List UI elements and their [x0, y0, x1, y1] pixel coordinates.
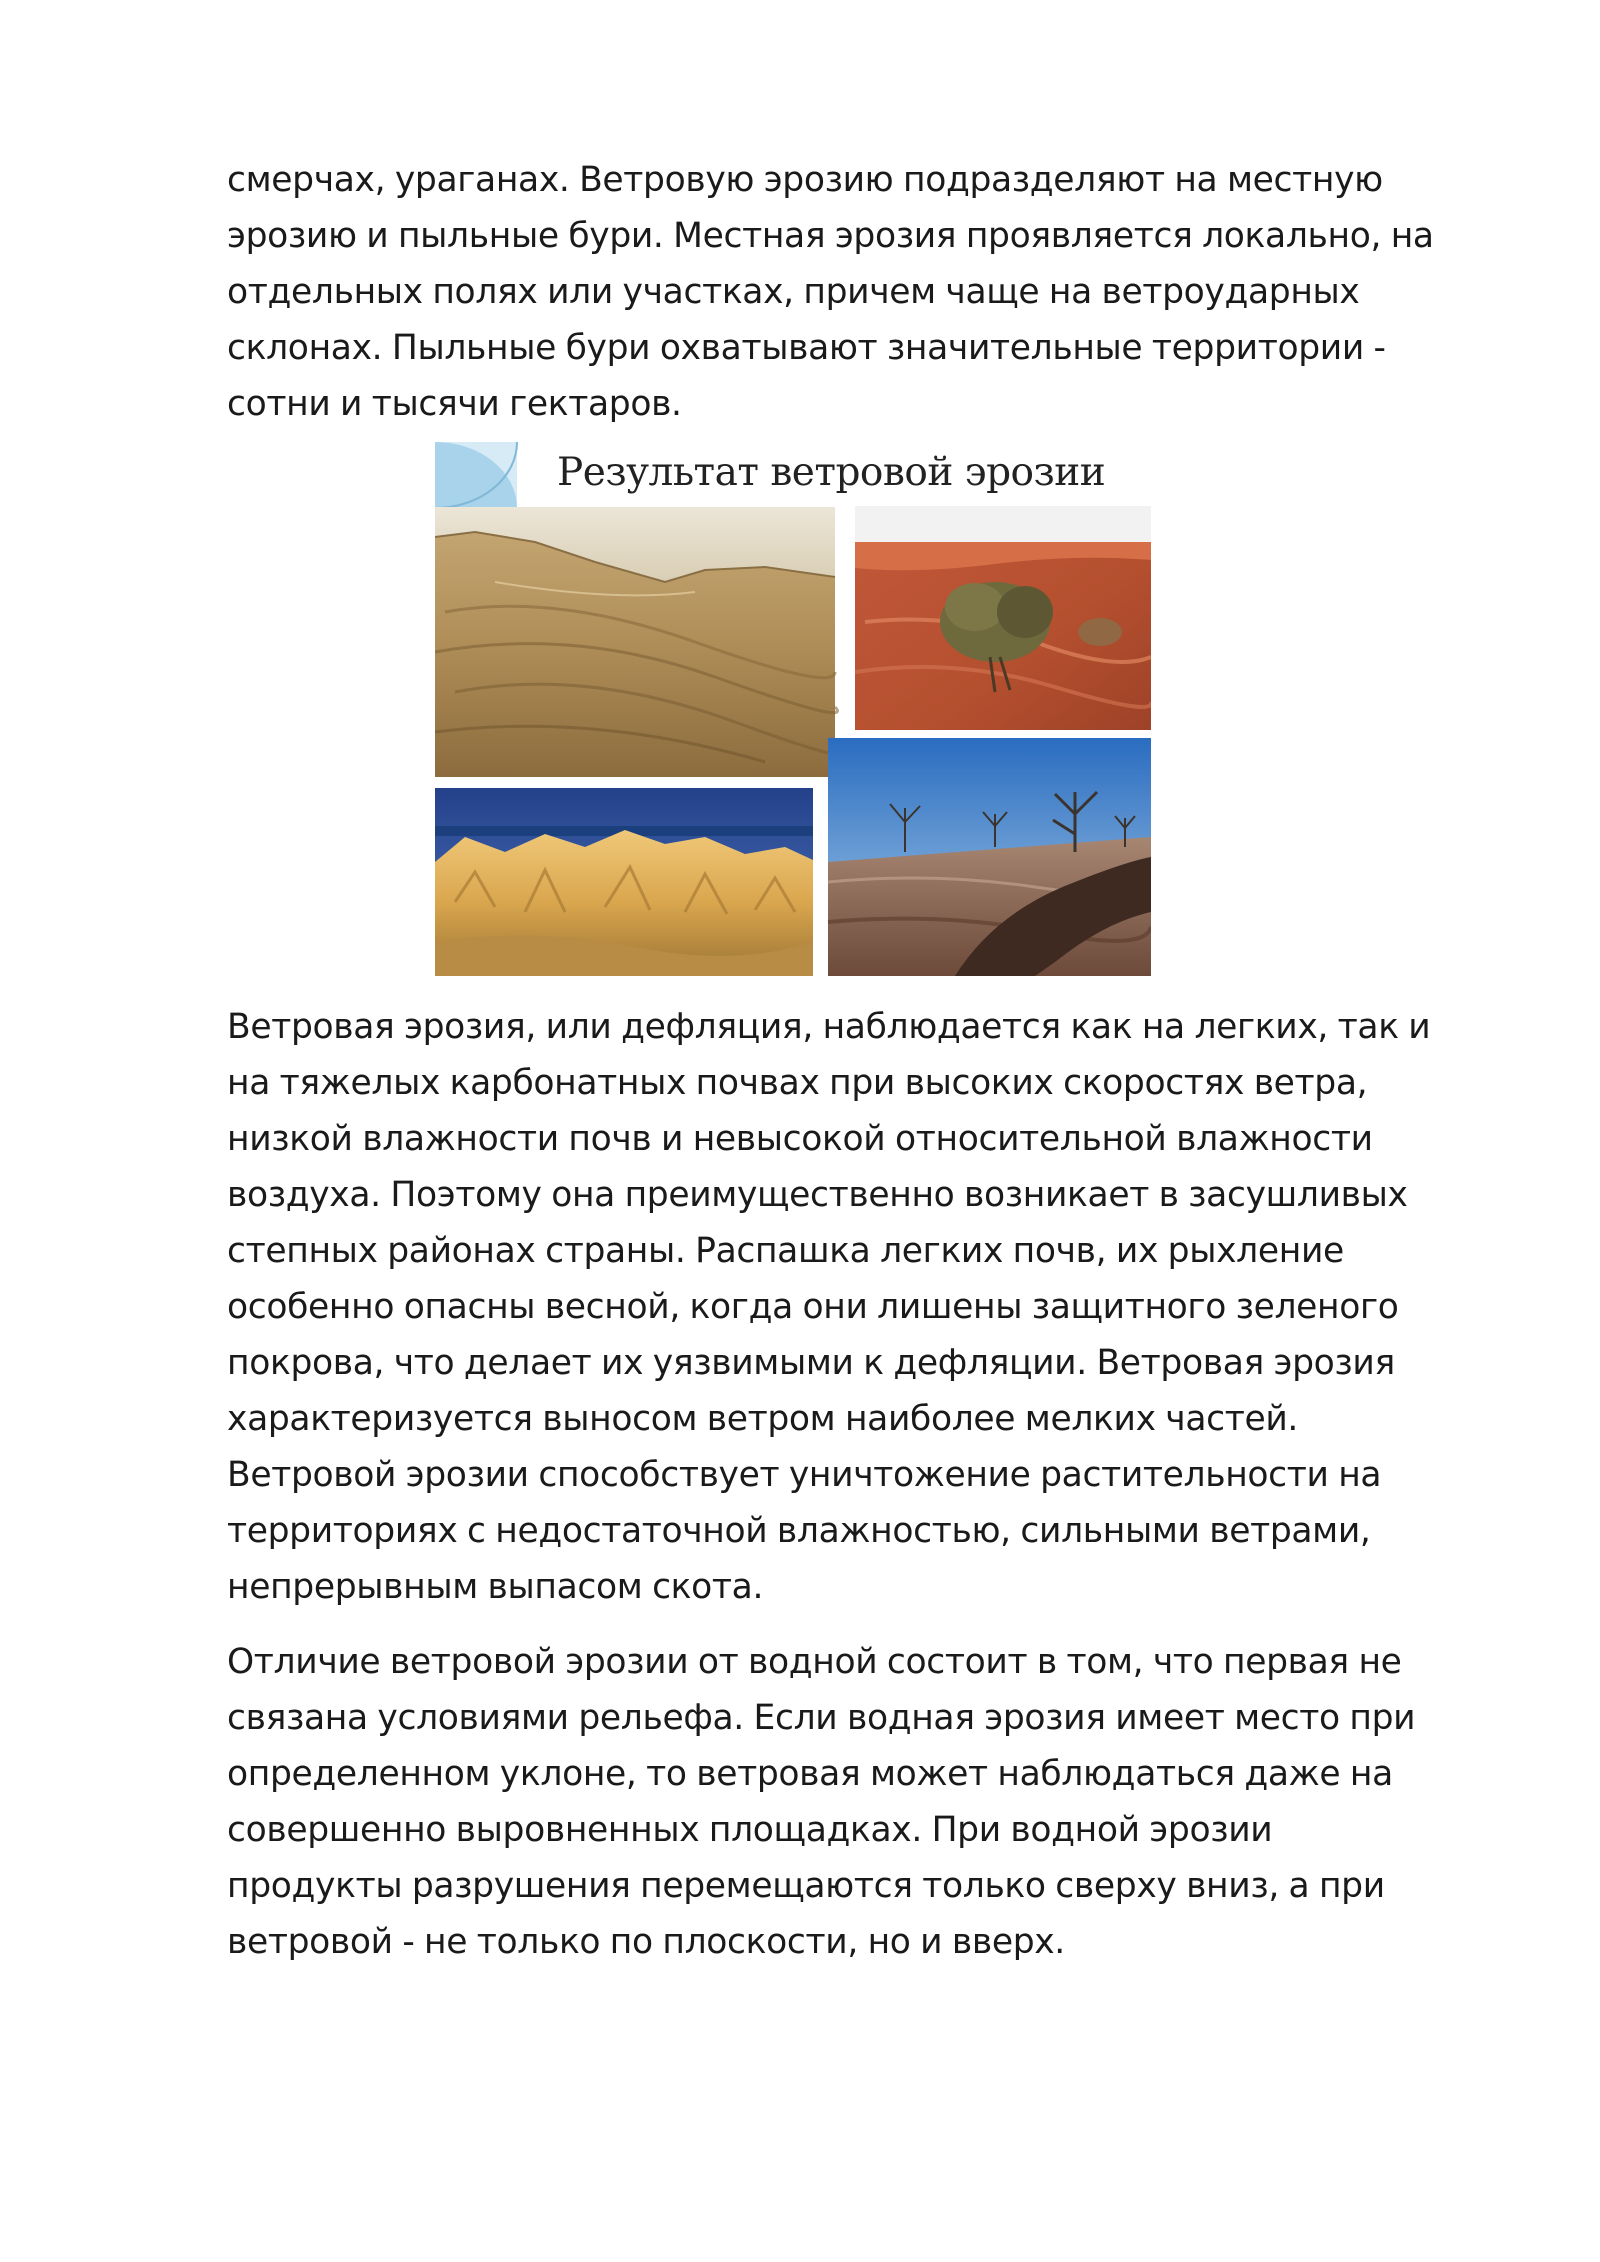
red-soil-shrub-photo	[855, 506, 1151, 730]
figure-collage	[435, 442, 1151, 976]
paragraph-wind-vs-water-erosion: Отличие ветровой эрозии от водной состоит в том, что первая не связана условиями рельефа. Если водная эрозия имеет место при определенном уклоне, то ветровая может наблюдаться даже на совершенно выровненных площадках. При водной эрозии продукты разрушения перемещаются только сверху вниз, а при ветровой - не только по плоскости, но и вверх.	[227, 1642, 1416, 1962]
sand-dunes-photo	[435, 507, 848, 777]
paragraph-wind-erosion-types: смерчах, ураганах. Ветровую эрозию подразделяют на местную эрозию и пыльные бури. Местная эрозия проявляется локально, на отдельных полях или участках, причем чаще на ветроударных склонах. Пыльные бури охватывают значительные территории - сотни и тысячи гектаров.	[227, 160, 1434, 424]
wind-erosion-figure	[435, 442, 1151, 976]
corner-accent-shape	[435, 442, 517, 508]
paragraph-deflation-description: Ветровая эрозия, или дефляция, наблюдается как на легких, так и на тяжелых карбонатных почвах при высоких скоростях ветра, низкой влажности почв и невысокой относительной влажности воздуха. Поэтому она преимущественно возникает в засушливых степных районах страны. Распашка легких почв, их рыхление особенно опасны весной, когда они лишены защитного зеленого покрова, что делает их уязвимыми к дефляции. Ветровая эрозия характеризуется выносом ветром наиболее мелких частей. Ветровой эрозии способствует уничтожение растительности на территориях с недостаточной влажностью, сильными ветрами, непрерывным выпасом скота.	[227, 1007, 1431, 1607]
eroded-field-with-trees-photo	[828, 738, 1151, 976]
figure-title: Результат ветровой эрозии	[557, 450, 1106, 495]
yellow-eroded-cliffs-photo	[435, 788, 813, 976]
